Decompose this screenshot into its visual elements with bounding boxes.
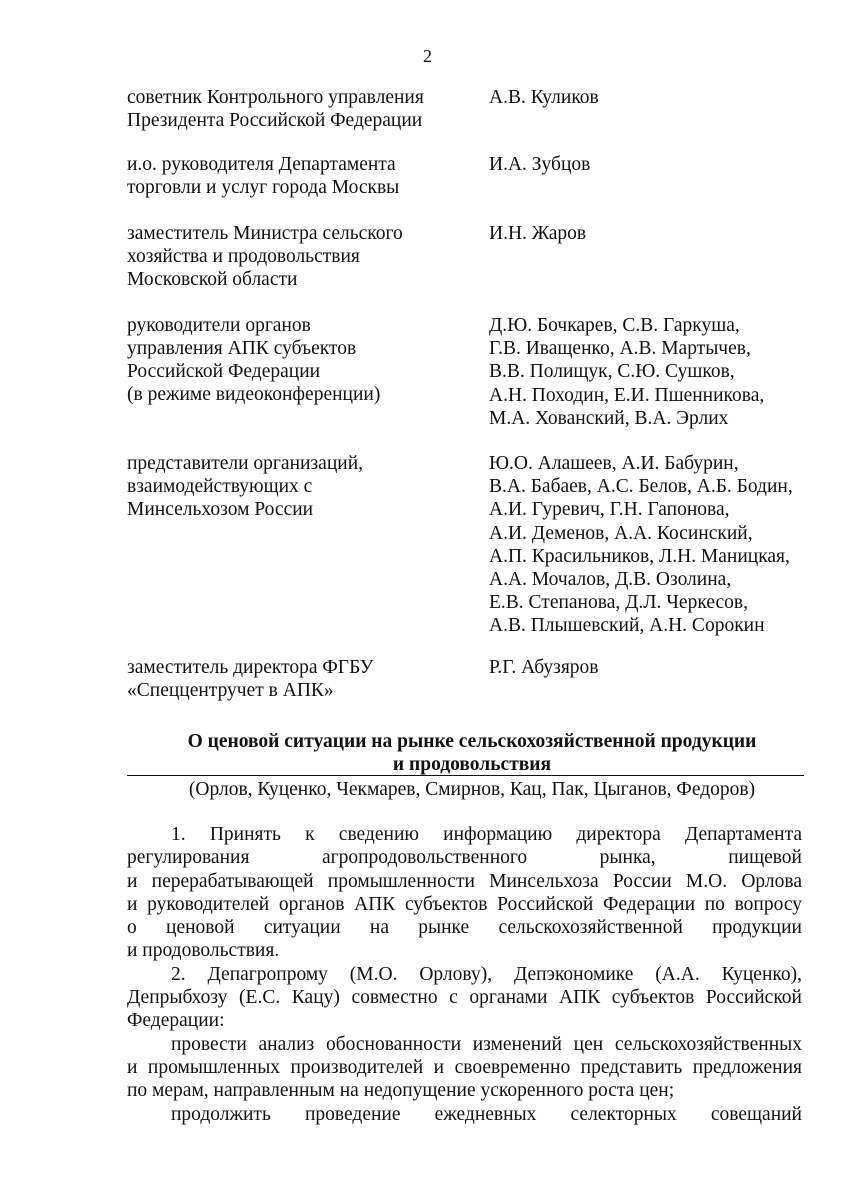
position-line: Московской области (127, 269, 298, 290)
position-line: заместитель Министра сельского (127, 223, 403, 244)
position-line: и.о. руководителя Департамента (127, 154, 396, 175)
section-speakers: (Орлов, Куценко, Чекмарев, Смирнов, Кац, Пак, Цыганов, Федоров) (188, 779, 756, 800)
participant-names (489, 314, 829, 430)
page-number: 2 (423, 46, 432, 66)
text-line: провести анализ обоснованности изменений цен сельскохозяйственных (171, 1033, 802, 1055)
text-line: продолжить проведение ежедневных селекторных совещаний (171, 1103, 802, 1125)
names-line: А.И. Гуревич, Г.Н. Гапонова, (489, 499, 730, 521)
names-line: А.Н. Походин, Е.И. Пшенникова, (489, 384, 765, 406)
position-line: Российской Федерации (127, 361, 321, 382)
text-line: и руководителей органов АПК субъектов Российской Федерации по вопросу (127, 893, 802, 915)
names-line: М.А. Хованский, В.А. Эрлих (489, 407, 729, 429)
participant-position (127, 314, 467, 406)
participant-names (489, 222, 829, 245)
participant-names (489, 452, 829, 638)
names-line: А.В. Куликов (489, 87, 599, 108)
position-line: «Спеццентручет в АПК» (127, 680, 334, 701)
names-line: Р.Г. Абузяров (489, 657, 599, 678)
names-line: И.А. Зубцов (489, 154, 591, 175)
names-line: Е.В. Степанова, Д.Л. Черкесов, (489, 592, 748, 614)
text-line: по мерам, направленным на недопущение ускоренного роста цен; (127, 1080, 675, 1102)
participant-position (127, 86, 467, 132)
names-line: Ю.О. Алашеев, А.И. Бабурин, (489, 453, 739, 474)
position-line: управления АПК субъектов (127, 338, 357, 359)
resolution-text (127, 823, 802, 1126)
section-title (127, 730, 817, 776)
participant-names (489, 656, 829, 679)
names-line: А.И. Деменов, А.А. Косинский, (489, 522, 753, 544)
text-line: 1. Принять к сведению информацию директора Департамента (171, 824, 802, 845)
participant-position (127, 452, 467, 521)
text-line: Федерации: (127, 1010, 225, 1032)
participant-position (127, 153, 467, 199)
participant-position (127, 222, 467, 291)
names-line: Д.Ю. Бочкарев, С.В. Гаркуша, (489, 315, 740, 336)
position-line: советник Контрольного управления (127, 87, 424, 108)
text-line: и промышленных производителей и своевременно представить предложения (127, 1056, 802, 1078)
names-line: Г.В. Иващенко, А.В. Мартычев, (489, 338, 751, 360)
names-line: И.Н. Жаров (489, 223, 587, 244)
position-line: Минсельхозом России (127, 499, 314, 520)
position-line: представители организаций, (127, 453, 363, 474)
participant-names (489, 86, 829, 109)
position-line: руководители органов (127, 315, 311, 336)
text-line: Депрыбхозу (Е.С. Кацу) совместно с органами АПК субъектов Российской (127, 987, 802, 1009)
participant-names (489, 153, 829, 176)
participant-position (127, 656, 467, 702)
position-line: взаимодействующих с (127, 476, 313, 497)
names-line: А.П. Красильников, Л.Н. Маницкая, (489, 545, 790, 567)
text-line: и перерабатывающей промышленности Минсельхоза России М.О. Орлова (127, 870, 802, 892)
position-line: торговли и услуг города Москвы (127, 177, 400, 198)
position-line: заместитель директора ФГБУ (127, 657, 374, 678)
text-line: о ценовой ситуации на рынке сельскохозяйственной продукции (127, 917, 802, 939)
text-line: и продовольствия. (127, 940, 280, 962)
position-line: хозяйства и продовольствия (127, 246, 360, 267)
position-line: Президента Российской Федерации (127, 110, 423, 131)
section-title-line: и продовольствия (392, 754, 552, 775)
text-line: регулирования агропродовольственного рынка, пищевой (127, 847, 802, 869)
names-line: В.В. Полищук, С.Ю. Сушков, (489, 361, 735, 383)
names-line: В.А. Бабаев, А.С. Белов, А.Б. Бодин, (489, 476, 793, 498)
section-underline (127, 775, 804, 776)
text-line: 2. Депагропрому (М.О. Орлову), Депэкономике (А.А. Куценко), (171, 963, 802, 985)
names-line: А.В. Плышевский, А.Н. Сорокин (489, 615, 765, 637)
position-line: (в режиме видеоконференции) (127, 384, 381, 405)
section-title-line: О ценовой ситуации на рынке сельскохозяйственной продукции (187, 731, 757, 752)
names-line: А.А. Мочалов, Д.В. Озолина, (489, 569, 732, 591)
